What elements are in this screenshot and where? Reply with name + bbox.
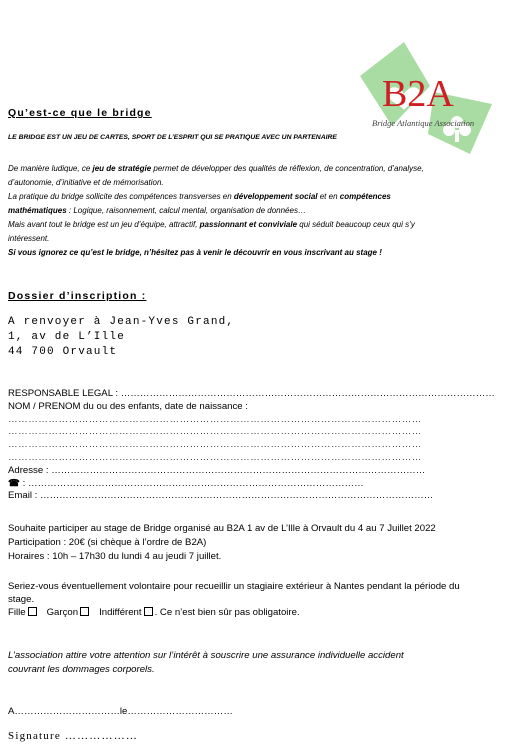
fille-checkbox[interactable] xyxy=(28,607,37,616)
logo-tagline: Bridge Atlantique Association xyxy=(372,118,475,128)
intro-paragraphs: De manière ludique, ce jeu de stratégie permet de développer des qualités de réflexion, de concentration, d’analyse, d’autonomie, d’initiative et de mémorisation. La pratique du bridge sollicite des compétences transverses en développement social et en compétences mathématiques : Logique, raisonnement, calcul mental, organisation de données… Mais avant tout le bridge est un jeu d’équipe, attractif, passionnant et conviviale qui séduit beaucoup ceux qui s’y intéressent. Si vous ignorez ce qu’est le bridge, n’hésitez pas à venir le découvrir en vous inscrivant au stage ! xyxy=(8,162,523,260)
child-line[interactable]: …………………………………………………………………………………………………………… xyxy=(8,426,422,438)
lead-text: LE BRIDGE EST UN JEU DE CARTES, SPORT DE L’ESPRIT QUI SE PRATIQUE AVEC UN PARTENAIRE xyxy=(8,134,337,141)
signature-field[interactable]: Signature ……………… xyxy=(8,730,139,742)
child-line[interactable]: …………………………………………………………………………………………………………… xyxy=(8,413,422,425)
section-title-dossier: Dossier d’inscription : xyxy=(8,290,147,302)
insurance-note: L’association attire votre attention sur l’intérêt à souscrire une assurance individuelle accident couvrant les dommages corporels. xyxy=(8,650,404,675)
gender-options: Fille Garçon Indifférent . Ce n’est bien sûr pas obligatoire. xyxy=(8,607,300,618)
indifferent-checkbox[interactable] xyxy=(144,607,153,616)
logo-graphic xyxy=(342,34,512,164)
adresse-field[interactable]: Adresse : ……………………………………………………………………………………………………… xyxy=(8,464,426,476)
email-field[interactable]: Email : …………………………………………………………………………………………………………… xyxy=(8,490,434,502)
section-title-bridge: Qu’est-ce que le bridge xyxy=(8,107,152,119)
logo-acronym: B2A xyxy=(382,73,454,115)
address-line: 44 700 Orvault xyxy=(8,346,118,358)
stage-info: Souhaite participer au stage de Bridge organisé au B2A 1 av de L’Ille à Orvault du 4 au 7 Juillet 2022 Participation : 20€ (si chèque à l’ordre de B2A) Horaires : 10h – 17h30 du lundi 4 au jeudi 7 juillet. xyxy=(8,523,436,562)
child-line[interactable]: …………………………………………………………………………………………………………… xyxy=(8,451,422,463)
place-date-field[interactable]: A……………………………le…………………………… xyxy=(8,706,233,717)
responsable-field[interactable]: RESPONSABLE LEGAL : ……………………………………………………………………………………………………… xyxy=(8,388,495,399)
children-label: NOM / PRENOM du ou des enfants, date de naissance : xyxy=(8,400,248,412)
b2a-logo xyxy=(342,34,512,164)
child-line[interactable]: …………………………………………………………………………………………………………… xyxy=(8,439,422,451)
volunteer-question: Seriez-vous éventuellement volontaire pour recueillir un stagiaire extérieur à Nantes pendant la période du stage. Fille Garçon Indifférent . Ce n’est bien sûr pas obligatoire. xyxy=(8,580,523,619)
invite-text: Si vous ignorez ce qu’est le bridge, n’hésitez pas à venir le découvrir en vous inscrivant au stage ! xyxy=(8,248,382,257)
garcon-checkbox[interactable] xyxy=(80,607,89,616)
phone-icon: ☎ xyxy=(8,477,20,489)
phone-field[interactable]: ☎ : …………………………………………………………………………………………… xyxy=(8,477,364,489)
address-line: A renvoyer à Jean-Yves Grand, xyxy=(8,316,235,328)
send-address xyxy=(8,315,234,360)
address-line: 1, av de L’Ille xyxy=(8,331,126,343)
registration-form xyxy=(8,388,523,503)
